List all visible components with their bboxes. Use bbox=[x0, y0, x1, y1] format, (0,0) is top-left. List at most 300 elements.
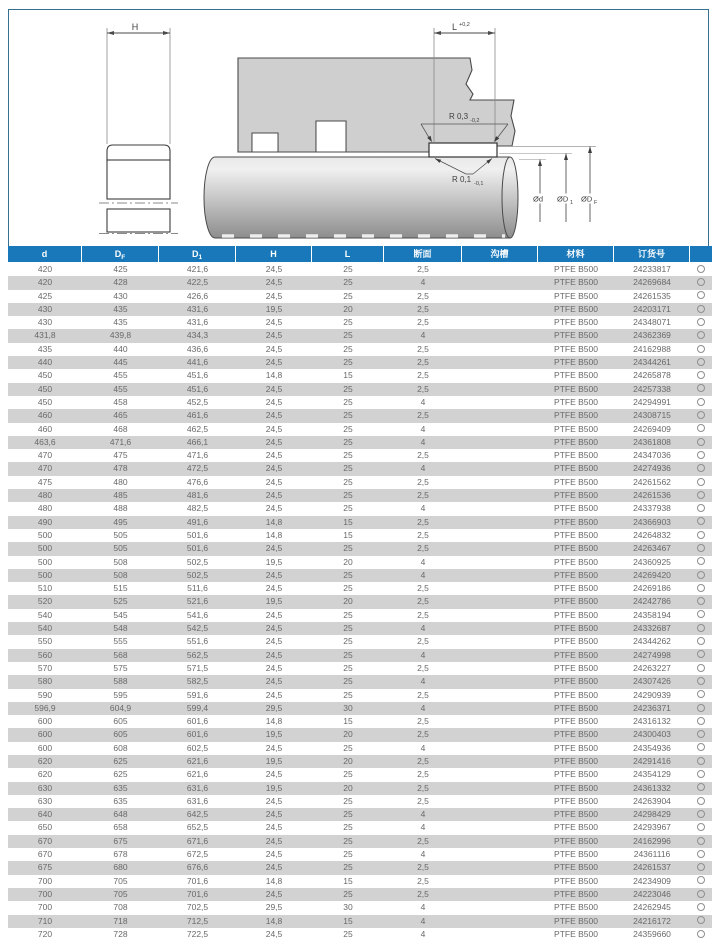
cell-material: PTFE B500 bbox=[554, 290, 598, 301]
availability-icon bbox=[697, 690, 705, 698]
table-row bbox=[8, 542, 712, 555]
cell-availability bbox=[690, 728, 712, 741]
availability-icon bbox=[697, 398, 705, 406]
cell-material: PTFE B500 bbox=[554, 822, 598, 833]
cell-d1: 451,6 bbox=[186, 383, 209, 394]
radius-bottom-tolerance: -0,1 bbox=[474, 181, 484, 187]
availability-icon bbox=[697, 464, 705, 472]
cell-df: 595 bbox=[113, 689, 128, 700]
cell-material: PTFE B500 bbox=[554, 410, 598, 421]
cell-groove bbox=[462, 423, 538, 436]
cell-d1: 601,6 bbox=[186, 729, 209, 740]
cell-d: 600 bbox=[37, 729, 53, 740]
dia-d1-label: ØD bbox=[557, 194, 569, 204]
availability-icon bbox=[697, 265, 705, 273]
cell-d: 700 bbox=[37, 888, 53, 899]
cell-d1: 599,4 bbox=[186, 702, 209, 713]
cell-cross-section: 2,5 bbox=[417, 636, 429, 647]
cell-order-number: 24261536 bbox=[633, 490, 671, 501]
cell-d: 710 bbox=[37, 915, 53, 926]
cell-d: 596,9 bbox=[34, 702, 56, 713]
cell-order-number: 24274998 bbox=[633, 649, 671, 660]
cell-df: 575 bbox=[113, 662, 128, 673]
cell-l: 20 bbox=[343, 596, 353, 607]
cell-df: 678 bbox=[113, 849, 128, 860]
cell-d: 700 bbox=[37, 875, 53, 886]
cell-cross-section: 4 bbox=[420, 915, 426, 926]
cell-d1: 431,6 bbox=[186, 303, 209, 314]
cell-availability bbox=[690, 423, 712, 436]
cell-h: 24,5 bbox=[265, 463, 283, 474]
cell-material: PTFE B500 bbox=[554, 662, 598, 673]
cell-h: 24,5 bbox=[265, 450, 283, 461]
cell-material: PTFE B500 bbox=[554, 649, 598, 660]
cell-order-number: 24308715 bbox=[633, 410, 671, 421]
table-row bbox=[8, 928, 712, 941]
cell-h: 24,5 bbox=[265, 809, 283, 820]
cell-material: PTFE B500 bbox=[554, 755, 598, 766]
cell-l: 25 bbox=[343, 689, 353, 700]
cell-availability bbox=[690, 409, 712, 422]
cell-d1: 562,5 bbox=[186, 649, 209, 660]
cell-df: 680 bbox=[113, 862, 128, 873]
cell-order-number: 24261537 bbox=[633, 862, 671, 873]
table-row bbox=[8, 396, 712, 409]
cell-h: 29,5 bbox=[265, 902, 283, 913]
header-cell: L bbox=[312, 246, 384, 262]
seal-ring bbox=[429, 143, 497, 157]
table-header-row bbox=[8, 246, 712, 262]
cell-material: PTFE B500 bbox=[554, 330, 598, 341]
table-row bbox=[8, 702, 712, 715]
cell-availability bbox=[690, 556, 712, 569]
cell-l: 25 bbox=[343, 357, 353, 368]
cell-l: 25 bbox=[343, 822, 353, 833]
cell-cross-section: 2,5 bbox=[417, 317, 429, 328]
cell-availability bbox=[690, 808, 712, 821]
cell-availability bbox=[690, 516, 712, 529]
cell-material: PTFE B500 bbox=[554, 875, 598, 886]
cell-order-number: 24344261 bbox=[633, 357, 671, 368]
table-row bbox=[8, 423, 712, 436]
cell-material: PTFE B500 bbox=[554, 343, 598, 354]
cell-availability bbox=[690, 689, 712, 702]
cell-h: 24,5 bbox=[265, 357, 283, 368]
availability-icon bbox=[697, 624, 705, 632]
table-row bbox=[8, 649, 712, 662]
cell-cross-section: 2,5 bbox=[417, 755, 429, 766]
cell-h: 24,5 bbox=[265, 396, 283, 407]
cell-groove bbox=[462, 715, 538, 728]
cell-h: 29,5 bbox=[265, 702, 283, 713]
cell-cross-section: 2,5 bbox=[417, 782, 429, 793]
cell-groove bbox=[462, 768, 538, 781]
cell-order-number: 24316132 bbox=[633, 716, 671, 727]
cell-cross-section: 4 bbox=[420, 623, 426, 634]
table-row bbox=[8, 502, 712, 515]
cell-material: PTFE B500 bbox=[554, 835, 598, 846]
cell-order-number: 24223046 bbox=[633, 888, 671, 899]
cell-cross-section: 4 bbox=[420, 330, 426, 341]
cell-d: 700 bbox=[37, 902, 53, 913]
cell-d1: 521,6 bbox=[186, 596, 209, 607]
table-row bbox=[8, 609, 712, 622]
cell-order-number: 24359660 bbox=[633, 928, 671, 939]
cell-order-number: 24290939 bbox=[633, 689, 671, 700]
availability-icon bbox=[697, 664, 705, 672]
cell-order-number: 24263227 bbox=[633, 662, 671, 673]
cell-groove bbox=[462, 263, 538, 276]
cell-d1: 434,3 bbox=[186, 330, 209, 341]
cell-material: PTFE B500 bbox=[554, 676, 598, 687]
cell-d1: 511,6 bbox=[187, 583, 208, 594]
cell-cross-section: 4 bbox=[420, 396, 426, 407]
table-row bbox=[8, 689, 712, 702]
cell-groove bbox=[462, 888, 538, 901]
dia-df-label: ØD bbox=[581, 194, 593, 204]
cell-d: 540 bbox=[37, 623, 53, 634]
cell-df: 485 bbox=[113, 490, 128, 501]
cell-d: 500 bbox=[37, 569, 53, 580]
cell-l: 25 bbox=[343, 423, 353, 434]
cell-df: 604,9 bbox=[109, 702, 132, 713]
cell-df: 548 bbox=[113, 623, 128, 634]
cell-h: 24,5 bbox=[265, 410, 283, 421]
availability-icon bbox=[697, 544, 705, 552]
cell-d: 450 bbox=[37, 396, 53, 407]
cell-l: 25 bbox=[343, 436, 353, 447]
cell-material: PTFE B500 bbox=[554, 702, 598, 713]
cell-l: 15 bbox=[343, 516, 353, 527]
cell-d1: 642,5 bbox=[186, 809, 209, 820]
cell-d1: 436,6 bbox=[186, 343, 209, 354]
cell-cross-section: 4 bbox=[420, 556, 426, 567]
cell-h: 24,5 bbox=[265, 822, 283, 833]
table-row bbox=[8, 782, 712, 795]
cell-d1: 542,5 bbox=[186, 623, 209, 634]
cell-cross-section: 2,5 bbox=[417, 875, 429, 886]
cell-groove bbox=[462, 742, 538, 755]
availability-icon bbox=[697, 876, 705, 884]
cell-l: 25 bbox=[343, 742, 353, 753]
cell-d: 470 bbox=[37, 450, 53, 461]
cell-h: 24,5 bbox=[265, 330, 283, 341]
cell-material: PTFE B500 bbox=[554, 795, 598, 806]
cell-groove bbox=[462, 290, 538, 303]
cell-cross-section: 2,5 bbox=[417, 476, 429, 487]
dim-l-tolerance: +0,2 bbox=[459, 22, 470, 28]
table-row bbox=[8, 595, 712, 608]
availability-icon bbox=[697, 757, 705, 765]
arrow-up-icon bbox=[564, 154, 568, 161]
cell-d1: 421,6 bbox=[186, 264, 209, 274]
cell-cross-section: 4 bbox=[420, 436, 426, 447]
cell-h: 19,5 bbox=[265, 755, 283, 766]
cell-d1: 621,6 bbox=[186, 769, 209, 780]
cell-cross-section: 2,5 bbox=[417, 383, 429, 394]
cell-availability bbox=[690, 396, 712, 409]
cell-cross-section: 4 bbox=[420, 649, 426, 660]
availability-icon bbox=[697, 504, 705, 512]
shaft-figure bbox=[204, 157, 518, 238]
availability-icon bbox=[697, 677, 705, 685]
arrow-right-icon bbox=[163, 31, 170, 35]
table-row bbox=[8, 675, 712, 688]
cell-availability bbox=[690, 848, 712, 861]
cell-cross-section: 2,5 bbox=[417, 862, 429, 873]
seal-profile-figure bbox=[99, 22, 178, 234]
cell-d1: 431,6 bbox=[186, 317, 209, 328]
availability-icon bbox=[697, 837, 705, 845]
table-row bbox=[8, 915, 712, 928]
availability-icon bbox=[697, 411, 705, 419]
cell-df: 458 bbox=[113, 396, 128, 407]
cell-availability bbox=[690, 928, 712, 941]
availability-icon bbox=[697, 491, 705, 499]
cell-d1: 671,6 bbox=[186, 835, 209, 846]
cell-availability bbox=[690, 875, 712, 888]
cell-cross-section: 2,5 bbox=[417, 303, 429, 314]
availability-icon bbox=[697, 903, 705, 911]
cell-l: 25 bbox=[343, 490, 353, 501]
cell-material: PTFE B500 bbox=[554, 463, 598, 474]
cell-groove bbox=[462, 369, 538, 382]
cell-l: 15 bbox=[343, 875, 353, 886]
cell-h: 24,5 bbox=[265, 383, 283, 394]
cell-h: 24,5 bbox=[265, 476, 283, 487]
cell-groove bbox=[462, 702, 538, 715]
cell-d: 450 bbox=[37, 370, 53, 381]
cell-h: 24,5 bbox=[265, 835, 283, 846]
cell-df: 708 bbox=[113, 902, 128, 913]
cell-h: 19,5 bbox=[265, 303, 283, 314]
cell-order-number: 24344262 bbox=[633, 636, 671, 647]
cell-d1: 461,6 bbox=[186, 410, 209, 421]
cell-availability bbox=[690, 795, 712, 808]
cell-order-number: 24360925 bbox=[633, 556, 671, 567]
table-row bbox=[8, 462, 712, 475]
cell-groove bbox=[462, 609, 538, 622]
cell-order-number: 24361808 bbox=[633, 436, 671, 447]
table-row bbox=[8, 875, 712, 888]
cell-d: 420 bbox=[37, 277, 53, 288]
cell-material: PTFE B500 bbox=[554, 689, 598, 700]
cell-d1: 722,5 bbox=[186, 928, 209, 939]
table-row bbox=[8, 356, 712, 369]
table-row bbox=[8, 329, 712, 342]
cell-d1: 472,5 bbox=[186, 463, 209, 474]
cell-df: 608 bbox=[113, 742, 128, 753]
housing-figure bbox=[238, 58, 515, 157]
cell-availability bbox=[690, 329, 712, 342]
cell-d1: 621,6 bbox=[186, 755, 209, 766]
cell-h: 24,5 bbox=[265, 662, 283, 673]
cell-cross-section: 4 bbox=[420, 569, 426, 580]
cell-h: 14,8 bbox=[265, 370, 283, 381]
cell-availability bbox=[690, 821, 712, 834]
cell-h: 14,8 bbox=[265, 875, 283, 886]
cell-availability bbox=[690, 915, 712, 928]
cell-h: 24,5 bbox=[265, 623, 283, 634]
cell-d1: 591,6 bbox=[186, 689, 209, 700]
cell-df: 545 bbox=[113, 609, 128, 620]
availability-icon bbox=[697, 517, 705, 525]
radius-bottom-label: R 0,1 bbox=[452, 175, 472, 184]
cell-l: 25 bbox=[343, 676, 353, 687]
availability-icon bbox=[697, 743, 705, 751]
cell-availability bbox=[690, 582, 712, 595]
cell-groove bbox=[462, 449, 538, 462]
table-row bbox=[8, 728, 712, 741]
table-row bbox=[8, 835, 712, 848]
cell-groove bbox=[462, 356, 538, 369]
cell-groove bbox=[462, 835, 538, 848]
cell-material: PTFE B500 bbox=[554, 769, 598, 780]
availability-icon bbox=[697, 863, 705, 871]
header-cell: $D_F$ bbox=[82, 246, 159, 262]
table-row bbox=[8, 715, 712, 728]
cell-availability bbox=[690, 715, 712, 728]
cell-groove bbox=[462, 542, 538, 555]
cell-order-number: 24263904 bbox=[633, 795, 671, 806]
cell-df: 478 bbox=[113, 463, 128, 474]
cell-order-number: 24274936 bbox=[633, 463, 671, 474]
table-row bbox=[8, 888, 712, 901]
cell-d1: 676,6 bbox=[186, 862, 209, 873]
cell-l: 25 bbox=[343, 476, 353, 487]
cell-material: PTFE B500 bbox=[554, 623, 598, 634]
cell-d1: 601,6 bbox=[186, 716, 209, 727]
cell-h: 24,5 bbox=[265, 290, 283, 301]
cell-cross-section: 2,5 bbox=[417, 609, 429, 620]
cell-cross-section: 4 bbox=[420, 928, 426, 939]
cell-availability bbox=[690, 622, 712, 635]
cell-groove bbox=[462, 662, 538, 675]
availability-icon bbox=[697, 770, 705, 778]
cell-groove bbox=[462, 502, 538, 515]
cell-availability bbox=[690, 462, 712, 475]
cell-order-number: 24261562 bbox=[633, 476, 671, 487]
cell-cross-section: 2,5 bbox=[417, 529, 429, 540]
cell-availability bbox=[690, 290, 712, 303]
table-row bbox=[8, 755, 712, 768]
cell-d: 580 bbox=[37, 676, 53, 687]
cell-l: 25 bbox=[343, 383, 353, 394]
cell-availability bbox=[690, 635, 712, 648]
cell-cross-section: 2,5 bbox=[417, 769, 429, 780]
cell-availability bbox=[690, 356, 712, 369]
availability-icon bbox=[697, 916, 705, 924]
cell-h: 19,5 bbox=[265, 782, 283, 793]
cell-material: PTFE B500 bbox=[554, 490, 598, 501]
cell-cross-section: 4 bbox=[420, 902, 426, 913]
cell-material: PTFE B500 bbox=[554, 516, 598, 527]
cell-l: 25 bbox=[343, 264, 353, 274]
cell-df: 468 bbox=[113, 423, 128, 434]
cell-groove bbox=[462, 409, 538, 422]
cell-cross-section: 2,5 bbox=[417, 662, 429, 673]
cell-availability bbox=[690, 675, 712, 688]
cell-order-number: 24203171 bbox=[633, 303, 671, 314]
cell-d1: 672,5 bbox=[186, 849, 209, 860]
cell-h: 24,5 bbox=[265, 543, 283, 554]
cell-h: 24,5 bbox=[265, 636, 283, 647]
cell-groove bbox=[462, 489, 538, 502]
cell-df: 508 bbox=[113, 569, 128, 580]
table-row bbox=[8, 901, 712, 914]
table-row bbox=[8, 861, 712, 874]
cell-df: 658 bbox=[113, 822, 128, 833]
dia-d1-sub: 1 bbox=[570, 200, 574, 206]
cell-h: 24,5 bbox=[265, 888, 283, 899]
cell-cross-section: 4 bbox=[420, 742, 426, 753]
cell-groove bbox=[462, 316, 538, 329]
cell-d: 675 bbox=[37, 862, 53, 873]
cell-l: 25 bbox=[343, 543, 353, 554]
cell-d: 500 bbox=[37, 556, 53, 567]
cell-h: 24,5 bbox=[265, 490, 283, 501]
cell-groove bbox=[462, 915, 538, 928]
cell-l: 25 bbox=[343, 503, 353, 514]
cell-l: 25 bbox=[343, 277, 353, 288]
cell-h: 24,5 bbox=[265, 569, 283, 580]
cell-order-number: 24262945 bbox=[633, 902, 671, 913]
availability-icon bbox=[697, 890, 705, 898]
cell-availability bbox=[690, 276, 712, 289]
table-row bbox=[8, 276, 712, 289]
cell-d: 450 bbox=[37, 383, 53, 394]
cell-df: 625 bbox=[113, 769, 128, 780]
cell-d1: 422,5 bbox=[186, 277, 209, 288]
cell-availability bbox=[690, 263, 712, 276]
availability-icon bbox=[697, 318, 705, 326]
cell-groove bbox=[462, 782, 538, 795]
availability-icon bbox=[697, 291, 705, 299]
cell-df: 475 bbox=[113, 450, 128, 461]
cell-d: 650 bbox=[37, 822, 53, 833]
cell-d1: 582,5 bbox=[186, 676, 209, 687]
cell-groove bbox=[462, 436, 538, 449]
cell-groove bbox=[462, 675, 538, 688]
cell-l: 25 bbox=[343, 809, 353, 820]
cell-order-number: 24358194 bbox=[633, 609, 671, 620]
table-row bbox=[8, 383, 712, 396]
cell-h: 24,5 bbox=[265, 264, 283, 274]
table-row bbox=[8, 662, 712, 675]
cell-material: PTFE B500 bbox=[554, 423, 598, 434]
cell-material: PTFE B500 bbox=[554, 928, 598, 939]
cell-order-number: 24307426 bbox=[633, 676, 671, 687]
cell-order-number: 24291416 bbox=[633, 755, 671, 766]
cell-df: 555 bbox=[113, 636, 128, 647]
table-row bbox=[8, 343, 712, 356]
cell-d: 620 bbox=[37, 755, 53, 766]
cell-l: 25 bbox=[343, 317, 353, 328]
cell-groove bbox=[462, 383, 538, 396]
cell-d1: 502,5 bbox=[186, 556, 209, 567]
cell-df: 625 bbox=[113, 755, 128, 766]
availability-icon bbox=[697, 823, 705, 831]
cell-groove bbox=[462, 689, 538, 702]
cell-l: 25 bbox=[343, 290, 353, 301]
cell-d: 480 bbox=[37, 503, 53, 514]
availability-icon bbox=[697, 331, 705, 339]
cell-groove bbox=[462, 622, 538, 635]
cell-material: PTFE B500 bbox=[554, 370, 598, 381]
retainer-block bbox=[316, 121, 346, 152]
cell-material: PTFE B500 bbox=[554, 529, 598, 540]
cell-order-number: 24162996 bbox=[633, 835, 671, 846]
